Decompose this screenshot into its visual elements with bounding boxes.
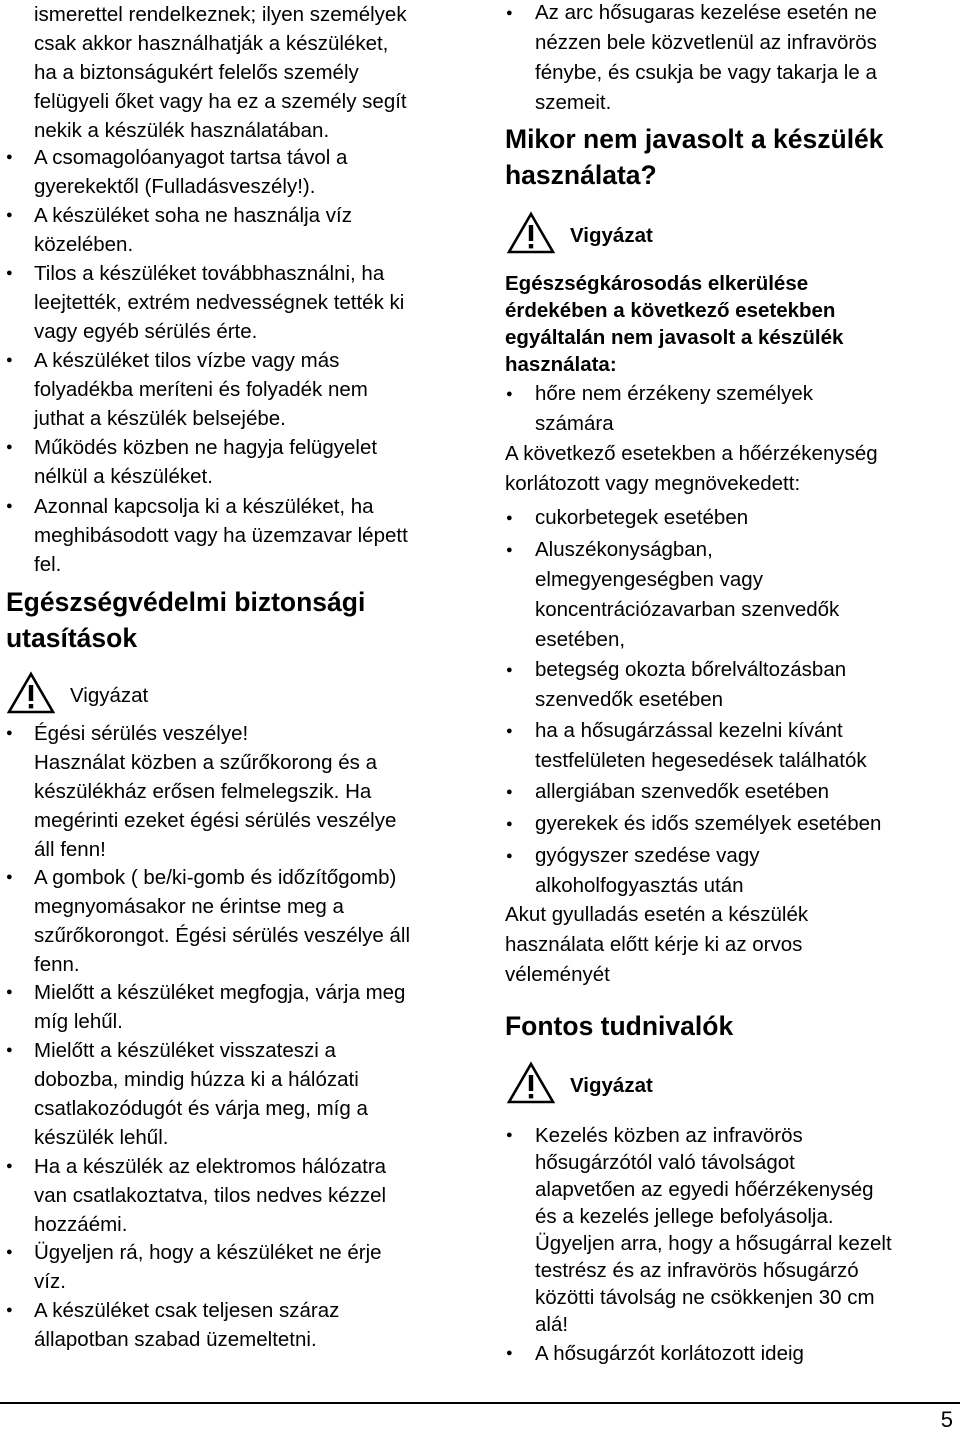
- text-line: testrész és az infravörös hősugárzó: [535, 1259, 859, 1282]
- text-line: ha a biztonságukért felelős személy: [34, 61, 359, 84]
- bullet-dot: ●: [6, 1304, 13, 1316]
- bullet-dot: ●: [506, 1129, 513, 1141]
- list-item: [34, 1152, 386, 1239]
- text-line: alkoholfogyasztás után: [535, 874, 744, 897]
- text-line: ismerettel rendelkeznek; ilyen személyek: [34, 3, 407, 26]
- text-line: Egészségvédelmi biztonsági: [6, 587, 366, 617]
- list-item: [34, 863, 410, 979]
- bullet-dot: ●: [506, 1347, 513, 1359]
- text-line: Ügyeljen rá, hogy a készüléket ne érje: [34, 1241, 382, 1264]
- text-line: allergiában szenvedők esetében: [535, 780, 830, 803]
- text-line: koncentrációzavarban szenvedők: [535, 598, 840, 621]
- text-line: Az arc hősugaras kezelése esetén ne: [535, 1, 877, 24]
- text-line: elmegyengeségben vagy: [535, 568, 763, 591]
- section-heading: [6, 584, 365, 656]
- text-line: Ügyeljen arra, hogy a hősugárral kezelt: [535, 1232, 892, 1255]
- text-line: vagy egyéb sérülés érte.: [34, 320, 258, 343]
- text-line: van csatlakoztatva, tilos nedves kézzel: [34, 1184, 387, 1207]
- text-line: megérinti ezeket égési sérülés veszélye: [34, 809, 397, 832]
- text-line: hozzáémi.: [34, 1213, 128, 1236]
- text-line: A gombok ( be/ki-gomb és időzítőgomb): [34, 866, 397, 889]
- bullet-dot: ●: [506, 512, 513, 524]
- bullet-dot: ●: [6, 1044, 13, 1056]
- bullet-dot: ●: [506, 388, 513, 400]
- text-line: fenn.: [34, 953, 80, 976]
- text-line: Aluszékonyságban,: [535, 538, 713, 561]
- section-heading: [505, 121, 884, 193]
- warning-triangle-icon: [506, 211, 556, 260]
- bullet-dot: ●: [506, 850, 513, 862]
- warning-row: [6, 671, 148, 720]
- bullet-dot: ●: [506, 818, 513, 830]
- text-line: használata:: [505, 353, 617, 376]
- bullet-dot: ●: [6, 1246, 13, 1258]
- bold-paragraph: [505, 270, 843, 378]
- bullet-dot: ●: [6, 727, 13, 739]
- text-line: A készüléket tilos vízbe vagy más: [34, 349, 340, 372]
- list-item: [34, 1296, 339, 1354]
- text-line: szenvedők esetében: [535, 688, 724, 711]
- list-item: [34, 978, 405, 1036]
- bullet-dot: ●: [6, 441, 13, 453]
- page-number: 5: [940, 1407, 953, 1432]
- text-line: A készüléket soha ne használja víz: [34, 204, 352, 227]
- text-line: nekik a készülék használatában.: [34, 119, 330, 142]
- text-line: esetében,: [535, 628, 626, 651]
- section-heading: Fontos tudnivalók: [505, 1011, 734, 1041]
- list-item: [535, 841, 759, 901]
- warning-row: [506, 1061, 653, 1110]
- paragraph: [505, 439, 878, 499]
- list-item: [535, 809, 881, 839]
- text-line: fel.: [34, 553, 62, 576]
- text-line: dobozba, mindig húzza ki a hálózati: [34, 1068, 359, 1091]
- text-line: Égési sérülés veszélye!: [34, 722, 249, 745]
- text-line: Kezelés közben az infravörös: [535, 1124, 803, 1147]
- bullet-dot: ●: [506, 544, 513, 556]
- warning-label: Vigyázat: [70, 683, 149, 707]
- bullet-dot: ●: [6, 1160, 13, 1172]
- list-item: [535, 777, 829, 807]
- text-line: míg lehűl.: [34, 1010, 123, 1033]
- text-line: Mielőtt a készüléket megfogja, várja meg: [34, 981, 406, 1004]
- text-line: víz.: [34, 1270, 66, 1293]
- list-item: [535, 1122, 892, 1338]
- warning-label: Vigyázat: [570, 1073, 653, 1097]
- paragraph: [505, 900, 808, 990]
- list-item: [34, 433, 377, 491]
- text-line: juthat a készülék belsejébe.: [34, 407, 286, 430]
- list-item: [535, 1340, 804, 1367]
- text-line: Akut gyulladás esetén a készülék: [505, 903, 809, 926]
- text-line: gyerekektől (Fulladásveszély!).: [34, 175, 316, 198]
- list-item: [535, 379, 813, 439]
- list-item: [34, 143, 347, 201]
- text-line: szemeit.: [535, 91, 612, 114]
- text-line: Mikor nem javasolt a készülék: [505, 124, 884, 154]
- list-item: [34, 1036, 368, 1152]
- bullet-dot: ●: [6, 871, 13, 883]
- list-item: [34, 201, 352, 259]
- text-line: gyerekek és idős személyek esetében: [535, 812, 882, 835]
- bullet-dot: ●: [6, 354, 13, 366]
- text-line: közötti távolság ne csökkenjen 30 cm: [535, 1286, 875, 1309]
- text-line: érdekében a következő esetekben: [505, 299, 836, 322]
- text-line: testfelületen hegesedések találhatók: [535, 749, 867, 772]
- text-line: hőre nem érzékeny személyek: [535, 382, 814, 405]
- text-line: betegség okozta bőrelváltozásban: [535, 658, 847, 681]
- text-line: egyáltalán nem javasolt a készülék: [505, 326, 844, 349]
- text-line: A csomagolóanyagot tartsa távol a: [34, 146, 348, 169]
- text-line: véleményét: [505, 963, 610, 986]
- text-line: használata előtt kérje ki az orvos: [505, 933, 803, 956]
- text-line: Azonnal kapcsolja ki a készüléket, ha: [34, 495, 374, 518]
- text-line: nézzen bele közvetlenül az infravörös: [535, 31, 877, 54]
- text-line: készülék lehűl.: [34, 1126, 169, 1149]
- text-line: csak akkor használhatják a készüléket,: [34, 32, 389, 55]
- text-line: alá!: [535, 1313, 569, 1336]
- text-line: és a kezelés jellege befolyásolja.: [535, 1205, 834, 1228]
- warning-row: [506, 211, 653, 260]
- text-line: cukorbetegek esetében: [535, 506, 749, 529]
- bullet-dot: ●: [506, 786, 513, 798]
- list-item: [34, 492, 408, 579]
- text-line: Mielőtt a készüléket visszateszi a: [34, 1039, 336, 1062]
- text-line: fénybe, és csukja be vagy takarja le a: [535, 61, 877, 84]
- text-line: utasítások: [6, 623, 138, 653]
- text-line: gyógyszer szedése vagy: [535, 844, 760, 867]
- text-line: közelében.: [34, 233, 134, 256]
- bullet-dot: ●: [6, 986, 13, 998]
- text-line: nélkül a készüléket.: [34, 465, 213, 488]
- warning-triangle-icon: [6, 671, 56, 720]
- text-line: Ha a készülék az elektromos hálózatra: [34, 1155, 387, 1178]
- text-line: Egészségkárosodás elkerülése: [505, 272, 809, 295]
- list-item: [535, 655, 846, 715]
- bullet-dot: ●: [6, 500, 13, 512]
- list-item: [34, 259, 404, 346]
- text-line: készülékház erősen felmelegszik. Ha: [34, 780, 372, 803]
- list-item: [535, 535, 839, 655]
- text-line: állapotban szabad üzemeltetni.: [34, 1328, 317, 1351]
- list-item: [535, 0, 877, 118]
- list-item: [535, 503, 748, 533]
- text-line: meghibásodott vagy ha üzemzavar lépett: [34, 524, 408, 547]
- text-line: A következő esetekben a hőérzékenység: [505, 442, 878, 465]
- text-line: folyadékba meríteni és folyadék nem: [34, 378, 368, 401]
- text-line: A készüléket csak teljesen száraz: [34, 1299, 340, 1322]
- text-line: A hősugárzót korlátozott ideig: [535, 1342, 804, 1365]
- footer-rule: [0, 1402, 960, 1404]
- list-item: [535, 716, 867, 776]
- text-line: megnyomásakor ne érintse meg a: [34, 895, 344, 918]
- bullet-dot: ●: [6, 267, 13, 279]
- text-line: csatlakozódugót és várja meg, míg a: [34, 1097, 368, 1120]
- text-line: felügyeli őket vagy ha ez a személy segít: [34, 90, 407, 113]
- text-line: alapvetően az egyedi hőérzékenység: [535, 1178, 874, 1201]
- bullet-dot: ●: [6, 151, 13, 163]
- text-line: ha a hősugárzással kezelni kívánt: [535, 719, 843, 742]
- bullet-dot: ●: [506, 7, 513, 19]
- bullet-dot: ●: [506, 664, 513, 676]
- text-line: hősugárzótól való távolságot: [535, 1151, 795, 1174]
- text-line: szűrőkorongot. Égési sérülés veszélye áll: [34, 924, 411, 947]
- text-line: Tilos a készüléket továbbhasználni, ha: [34, 262, 385, 285]
- bullet-dot: ●: [6, 209, 13, 221]
- text-line: leejtették, extrém nedvességnek tették ki: [34, 291, 405, 314]
- list-item: [34, 346, 368, 433]
- text-line: Működés közben ne hagyja felügyelet: [34, 436, 378, 459]
- text-line: Használat közben a szűrőkorong és a: [34, 751, 378, 774]
- list-item: [34, 719, 396, 864]
- warning-triangle-icon: [506, 1061, 556, 1110]
- text-line: áll fenn!: [34, 838, 106, 861]
- warning-label: Vigyázat: [570, 223, 653, 247]
- list-item: [34, 1238, 382, 1296]
- paragraph-continuation: [34, 0, 407, 145]
- text-line: számára: [535, 412, 614, 435]
- bullet-dot: ●: [506, 725, 513, 737]
- text-line: korlátozott vagy megnövekedett:: [505, 472, 801, 495]
- text-line: használata?: [505, 160, 657, 190]
